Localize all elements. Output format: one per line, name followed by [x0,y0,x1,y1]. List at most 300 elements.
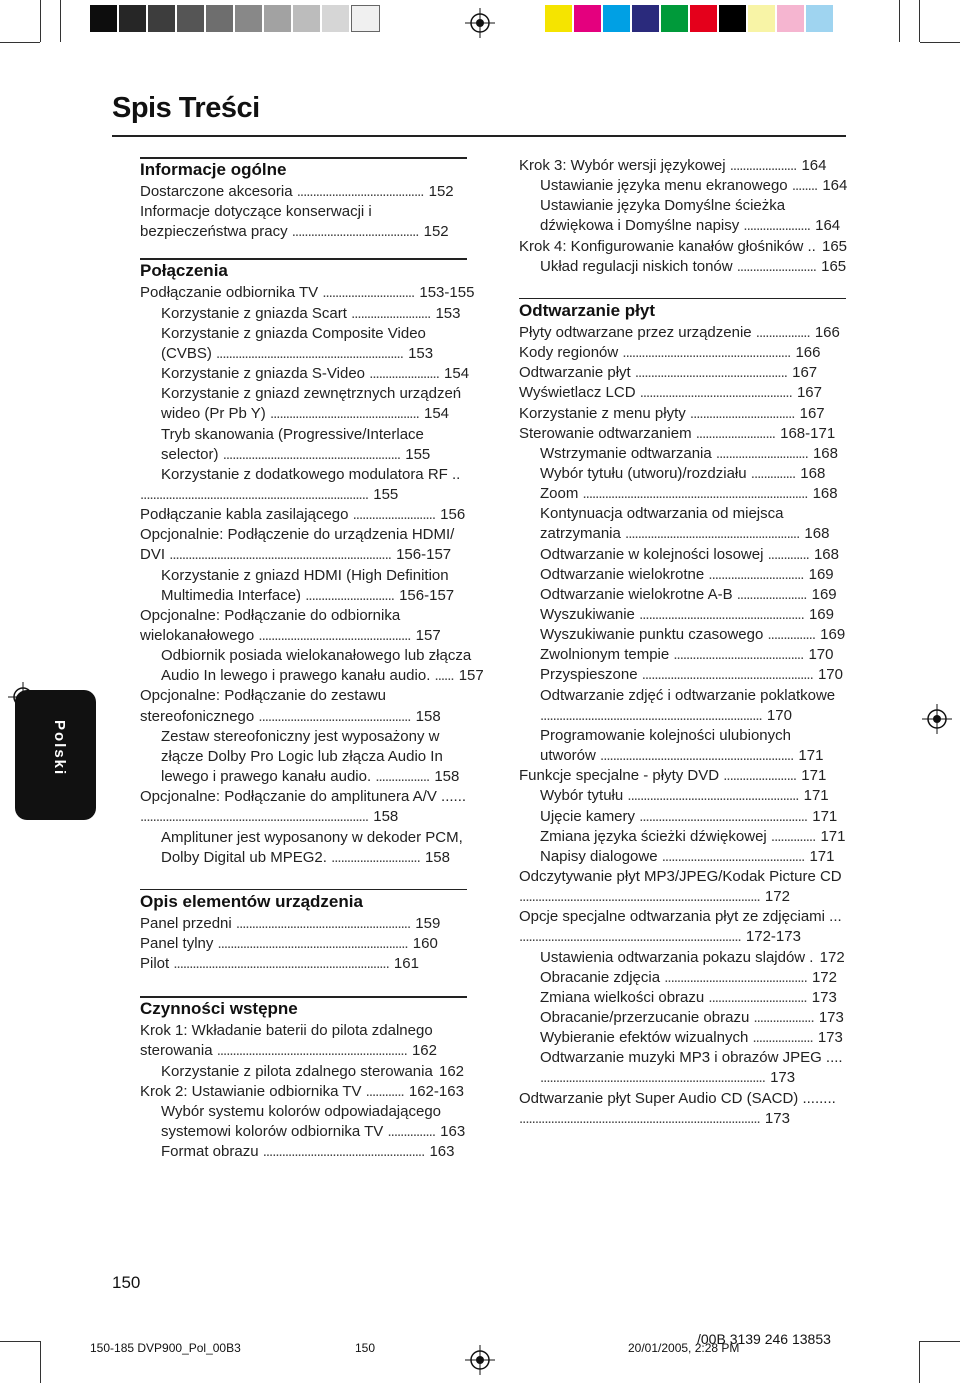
toc-leader-dots: ..................... [743,217,814,235]
toc-leader-dots: ......................... [736,257,820,275]
toc-leader-dots: ...................................................................... [540,706,765,724]
toc-entry[interactable] [519,363,817,383]
footer-file-name: 150-185 DVP900_Pol_00B3 [90,1341,241,1355]
crop-mark [899,0,900,42]
toc-leader-dots: ............................................................................ [519,888,763,906]
section-heading: Czynności wstępne [140,999,298,1019]
toc-page-number: 171 [798,747,824,765]
page-title: Spis Treści [112,92,260,124]
toc-page-number: 169 [808,565,834,583]
toc-entry[interactable] [140,545,451,565]
toc-page-number: 173 [817,1029,843,1047]
toc-entry-text: DVI [140,546,170,564]
toc-entry[interactable] [161,1102,441,1122]
toc-leader-dots: ............... [767,626,819,644]
toc-entry[interactable] [140,202,372,222]
toc-page-number: 173 [818,1009,844,1026]
toc-entry[interactable] [540,565,834,585]
toc-page-number: 168 [812,485,838,503]
toc-page-number: 166 [795,344,821,362]
gray-swatch [235,5,264,32]
toc-entry[interactable] [540,257,846,277]
title-rule [112,135,846,137]
toc-leader-dots: ....................................................... [235,914,414,932]
gray-swatch [148,5,177,32]
toc-leader-dots: ................... [753,1009,817,1026]
toc-entry-text: Informacje dotyczące konserwacji i [140,203,372,221]
toc-entry-text: Podłączanie kabla zasilającego [140,506,353,524]
toc-entry[interactable] [161,304,460,324]
toc-entry-text: Krok 3: Wybór wersji językowej [519,157,730,174]
toc-page-number: 171 [809,847,835,865]
toc-entry[interactable] [540,585,837,605]
toc-entry[interactable] [161,384,461,404]
section-heading: Opis elementów urządzenia [140,891,363,911]
toc-entry[interactable] [161,425,424,445]
section-heading: Odtwarzanie płyt [519,300,656,320]
toc-entry-text: Format obrazu [161,1143,263,1161]
gray-calibration-bar [90,5,380,32]
toc-entry[interactable] [540,625,845,645]
toc-entry[interactable] [161,666,484,686]
toc-entry-text: Wyszukiwanie [540,606,640,623]
toc-entry-text: Odtwarzanie płyt Super Audio CD (SACD) ........ [519,1089,836,1107]
toc-leader-dots: ............................. [322,284,418,302]
toc-entry[interactable] [519,424,835,444]
toc-entry[interactable] [540,444,838,464]
toc-leader-dots: ............................................. [664,968,810,986]
toc-entry-text: Odtwarzanie wielokrotne A-B [540,585,737,603]
toc-page-number: 158 [373,808,399,826]
toc-leader-dots: ...................................................................... [519,928,744,946]
toc-page-number: 153-155 [419,284,475,302]
toc-entry[interactable] [140,1021,433,1041]
toc-entry-text: Układ regulacji niskich tonów [540,257,737,275]
toc-entry-text: Podłączanie odbiornika TV [140,284,323,302]
toc-page-number: 172 [811,968,837,986]
toc-entry-text: Korzystanie z gniazda Composite Video [161,324,426,342]
toc-leader-dots: ...................... [736,585,810,603]
toc-leader-dots: ............................................................ [216,1042,410,1060]
toc-page-number: 161 [393,955,419,973]
toc-entry[interactable] [519,1089,836,1109]
toc-leader-dots: ........................................................... [216,344,407,362]
toc-entry-text: (CVBS) [161,344,217,362]
toc-page-number: 154 [444,365,470,383]
toc-entry[interactable] [540,786,829,806]
toc-leader-dots: ......................................... [673,646,807,664]
toc-page-number: 153 [435,304,461,322]
toc-entry-text: Wybór tytułu [540,787,628,805]
toc-entry-text: Panel tylny [140,934,218,952]
section-rule [140,889,467,891]
toc-entry-text: Tryb skanowania (Progressive/Interlace [161,425,424,443]
toc-leader-dots: ...................... [369,365,443,383]
toc-entry-text: Zwolnionym tempie [540,646,674,664]
toc-entry[interactable] [540,1028,843,1048]
toc-page-number: 153 [408,344,434,362]
toc-entry-text: Odtwarzanie muzyki MP3 i obrazów JPEG .... [540,1049,843,1067]
toc-page-number: 170 [766,706,792,724]
toc-entry[interactable] [161,586,454,606]
toc-entry[interactable] [540,1048,843,1068]
toc-entry-text: Ustawianie języka menu ekranowego [540,177,792,195]
toc-entry-text: Opcje specjalne odtwarzania płyt ze zdjęciami ... [519,908,842,926]
crop-mark [919,1341,920,1383]
section-rule [140,996,467,998]
toc-entry[interactable] [161,324,426,344]
toc-page-number: 152 [428,183,454,200]
crop-mark [920,42,960,43]
toc-entry[interactable] [140,954,419,974]
toc-page-number: 170 [817,666,843,684]
toc-entry[interactable] [140,1041,437,1061]
toc-entry-text: Dolby Digital ub MPEG2. [161,848,332,866]
toc-entry-text: Korzystanie z gniazd HDMI (High Definition [161,566,449,584]
toc-entry-text: Ustawianie języka Domyślne ścieżka [540,197,786,215]
toc-entry-text: Płyty odtwarzane przez urządzenie [519,323,756,341]
toc-entry-text: dźwiękowa i Domyślne napisy [540,217,744,235]
color-swatch [806,5,835,32]
toc-page-number: 168 [812,444,838,462]
toc-entry[interactable] [519,156,826,176]
toc-entry[interactable] [519,927,801,947]
toc-leader-dots: ................. [755,323,813,341]
toc-entry[interactable] [519,343,820,363]
toc-leader-dots: ................................. [689,404,798,422]
toc-entry[interactable] [540,686,835,706]
toc-entry[interactable] [540,726,791,746]
toc-leader-dots: ............................................................................ [519,1109,763,1127]
toc-entry[interactable] [161,828,463,848]
toc-page-number: 158 [434,768,460,786]
toc-leader-dots: ............. [767,545,812,563]
page-number: 150 [112,1273,141,1292]
footer-date: 20/01/2005, 2:28 PM [628,1341,740,1355]
toc-entry[interactable] [540,827,845,847]
toc-entry[interactable] [161,1142,454,1162]
color-swatch [719,5,748,32]
toc-entry[interactable] [140,505,465,525]
toc-page-number: 171 [812,807,838,825]
toc-leader-dots: ...................................................... [627,787,802,805]
toc-leader-dots: ...................................................... [641,666,816,684]
toc-entry[interactable] [140,686,386,706]
toc-entry[interactable] [519,404,825,424]
toc-leader-dots: ...... [434,667,457,685]
toc-entry[interactable] [540,484,838,504]
toc-page-number: 158 [424,848,450,866]
color-swatch [545,5,574,32]
toc-entry[interactable] [140,525,454,545]
gray-swatch [293,5,322,32]
toc-entry[interactable] [540,665,843,685]
toc-entry[interactable] [540,847,835,867]
toc-page-number: 168 [800,464,826,482]
toc-page-number: 168-171 [780,424,836,442]
section-rule [140,157,467,159]
toc-entry[interactable] [519,237,847,257]
toc-entry[interactable] [140,626,441,646]
gray-swatch [206,5,235,32]
toc-leader-dots: ............................... [708,988,810,1006]
footer-code: /00B 3139 246 13853 [697,1331,831,1347]
toc-page-number: 168 [813,545,839,563]
toc-leader-dots: ......................... [695,424,779,442]
toc-page-number: 168 [804,525,830,543]
toc-entry[interactable] [540,968,837,988]
toc-leader-dots: ................................................ [258,627,414,644]
toc-page-number: 172 [764,888,790,906]
toc-leader-dots: .............................. [708,565,807,583]
toc-entry[interactable] [519,867,842,887]
toc-page-number: 167 [799,404,825,422]
toc-entry[interactable] [161,767,459,787]
toc-page-number: 165 [821,257,847,275]
toc-leader-dots: ........................................ [296,183,427,200]
toc-entry[interactable] [161,404,449,424]
toc-entry[interactable] [161,646,471,666]
toc-leader-dots: ......................... [351,304,434,322]
toc-entry-text: zatrzymania [540,525,626,543]
toc-leader-dots: ..................................................... [622,344,794,362]
section-heading: Połączenia [140,261,228,281]
toc-entry[interactable] [140,222,449,242]
toc-entry-text: systemowi kolorów odbiornika TV [161,1123,388,1140]
toc-entry[interactable] [519,907,842,927]
toc-entry[interactable] [540,746,823,766]
toc-entry-text: Odtwarzanie płyt [519,364,635,382]
toc-entry-text: Odczytywanie płyt MP3/JPEG/Kodak Picture CD [519,867,842,885]
toc-page-number: 167 [796,384,822,402]
toc-entry-text: Odtwarzanie zdjęć i odtwarzanie poklatkowe [540,686,836,704]
toc-entry[interactable] [140,182,454,202]
crop-mark [40,1341,41,1383]
toc-entry-text: sterowania [140,1042,217,1060]
toc-entry-text: wielokanałowego [140,627,259,644]
toc-leader-dots: ........ [791,177,821,195]
toc-entry-text: Ujęcie kamery [540,807,640,825]
toc-entry-text: Korzystanie z pilota zdalnego sterowania [161,1062,437,1080]
toc-entry[interactable] [140,914,440,934]
toc-entry[interactable] [140,707,441,727]
toc-entry-text: Wyświetlacz LCD [519,384,640,402]
toc-entry-text: Zestaw stereofoniczny jest wyposażony w [161,727,440,745]
toc-entry[interactable] [161,747,443,767]
toc-entry[interactable] [519,383,822,403]
crop-mark [0,1341,40,1342]
toc-entry[interactable] [161,1062,464,1082]
toc-leader-dots: ........................................................................ [140,485,372,503]
toc-entry-text: Wyszukiwanie punktu czasowego [540,626,768,644]
toc-entry[interactable] [540,706,792,726]
toc-entry-text: Opcjonalnie: Podłączenie do urządzenia HDMI/ [140,526,455,544]
toc-entry[interactable] [140,283,474,303]
toc-entry[interactable] [540,504,783,524]
toc-entry-text: Zoom [540,485,583,503]
toc-page-number: 166 [814,323,840,341]
toc-entry[interactable] [540,216,840,236]
toc-entry[interactable] [519,887,790,907]
toc-entry[interactable] [540,176,847,196]
crop-mark [919,0,920,42]
toc-leader-dots: ................................................ [639,384,795,402]
toc-entry-text: lewego i prawego kanału audio. [161,768,376,786]
toc-entry[interactable] [161,848,450,868]
toc-leader-dots: ............ [365,1082,407,1100]
toc-leader-dots: .................................................... [639,606,807,623]
toc-entry-text: Korzystanie z gniazda Scart [161,304,352,322]
toc-leader-dots: ............................ [331,848,423,866]
toc-entry-text: Korzystanie z gniazd zewnętrznych urządzeń [161,385,462,403]
toc-leader-dots: ....................................................................... [582,485,811,503]
toc-entry-text: Korzystanie z menu płyty [519,404,690,422]
section-rule [140,258,467,260]
toc-page-number: 157 [415,627,441,644]
toc-leader-dots: ............................................... [269,405,422,423]
toc-entry-text: Obracanie zdjęcia [540,968,665,986]
toc-entry[interactable] [540,1068,795,1088]
toc-entry[interactable] [140,787,466,807]
toc-entry[interactable] [161,445,430,465]
toc-entry-text: Odbiornik posiada wielokanałowego lub złącza [161,647,472,665]
registration-mark-icon [465,1345,495,1375]
gray-swatch [351,5,380,32]
toc-entry[interactable] [519,766,826,786]
toc-page-number: 171 [820,827,846,845]
toc-page-number: 155 [405,445,431,463]
crop-mark [60,0,61,42]
toc-page-number: 162 [411,1042,437,1060]
toc-entry-text: Opcjonalne: Podłączanie do amplitunera A/V ...... [140,788,467,806]
toc-entry[interactable] [519,323,840,343]
toc-leader-dots: ....................... [723,767,800,785]
toc-entry-text: Odtwarzanie wielokrotne [540,565,709,583]
toc-entry[interactable] [540,196,785,216]
crop-mark [40,0,41,42]
toc-entry-text: złącze Dolby Pro Logic lub złącza Audio In [161,747,443,765]
toc-entry[interactable] [161,364,469,384]
toc-entry[interactable] [540,807,837,827]
toc-entry-text: Kody regionów [519,344,623,362]
toc-page-number: 167 [792,364,818,382]
toc-leader-dots: ............................. [715,444,811,462]
toc-leader-dots: ........................................................ [222,445,404,463]
toc-page-number: 173 [764,1109,790,1127]
toc-entry[interactable] [540,645,833,665]
gray-swatch [90,5,119,32]
toc-entry[interactable] [161,465,460,485]
toc-entry-text: Opcjonalne: Podłączanie do odbiornika [140,606,401,624]
gray-swatch [264,5,293,32]
toc-entry[interactable] [140,1082,464,1102]
registration-mark-icon [922,704,952,734]
toc-entry[interactable] [140,485,398,505]
toc-entry[interactable] [140,934,438,954]
color-swatch [603,5,632,32]
toc-entry-text: Obracanie/przerzucanie obrazu [540,1009,754,1026]
toc-entry[interactable] [161,1122,465,1142]
toc-entry[interactable] [161,344,433,364]
gray-swatch [119,5,148,32]
toc-entry-text: Krok 4: Konfigurowanie kanałów głośników .. [519,237,820,255]
toc-leader-dots: ................. [375,768,433,786]
toc-entry[interactable] [540,545,839,565]
section-heading: Informacje ogólne [140,160,287,179]
color-calibration-bar [545,5,835,32]
toc-entry[interactable] [540,605,834,625]
toc-leader-dots: ........................................................................ [140,808,372,826]
toc-entry-text: Krok 2: Ustawianie odbiornika TV [140,1082,366,1100]
toc-entry-text: wideo (Pr Pb Y) [161,405,270,423]
toc-leader-dots: ............................................................. [600,747,797,765]
toc-entry[interactable] [540,464,825,484]
crop-mark [0,42,40,43]
registration-mark-icon [465,8,495,38]
toc-leader-dots: .............. [770,827,819,845]
toc-entry[interactable] [140,606,400,626]
toc-leader-dots: .................................................................... [173,955,392,973]
toc-entry[interactable] [540,524,829,544]
toc-page-number: 171 [801,767,827,785]
toc-leader-dots: ................... [752,1029,816,1047]
toc-page-number: 169 [808,606,834,623]
toc-entry[interactable] [540,948,845,968]
toc-page-number: 163 [429,1143,455,1161]
toc-entry[interactable] [161,566,449,586]
toc-entry[interactable] [540,988,837,1008]
toc-page-number: 169 [811,585,837,603]
color-swatch [632,5,661,32]
color-swatch [748,5,777,32]
toc-page-number: 173 [770,1069,796,1087]
toc-entry-text: Amplituner jest wyposanony w dekoder PCM, [161,828,463,846]
toc-entry-text: Pilot [140,955,174,973]
toc-entry-text: Kontynuacja odtwarzania od miejsca [540,505,784,523]
toc-entry-text: Odtwarzanie w kolejności losowej [540,545,768,563]
toc-entry-text: Korzystanie z dodatkowego modulatora RF .. [161,465,461,483]
toc-page-number: 156 [440,506,466,524]
toc-leader-dots: ............... [387,1123,439,1140]
toc-leader-dots: ........................................ [291,223,422,241]
toc-entry-text: bezpieczeństwa pracy [140,223,292,241]
toc-leader-dots: ................................................... [262,1143,428,1161]
color-swatch [690,5,719,32]
toc-page-number: 152 [423,223,449,241]
toc-entry[interactable] [140,807,398,827]
toc-page-number: 165 [822,237,848,255]
toc-entry-text: Wstrzymanie odtwarzania [540,444,716,462]
toc-page-number: 172-173 [745,928,801,946]
toc-leader-dots: ....................................................................... [540,1069,769,1087]
toc-leader-dots: ................................................ [634,364,791,382]
toc-page-number: 158 [415,707,441,725]
toc-entry[interactable] [540,1008,844,1028]
toc-leader-dots: ................................................ [258,707,414,725]
toc-entry[interactable] [519,1109,790,1129]
color-swatch [661,5,690,32]
toc-entry-text: Audio In lewego i prawego kanału audio. [161,667,435,685]
toc-page-number: 173 [811,988,837,1006]
footer-page: 150 [355,1341,376,1355]
toc-leader-dots: ............................ [305,586,398,604]
toc-leader-dots: ..................................................... [639,807,811,825]
section-rule [519,298,846,300]
toc-page-number: 160 [412,934,438,952]
toc-page-number: 162-163 [408,1082,464,1100]
gray-swatch [322,5,351,32]
toc-entry[interactable] [161,727,439,747]
